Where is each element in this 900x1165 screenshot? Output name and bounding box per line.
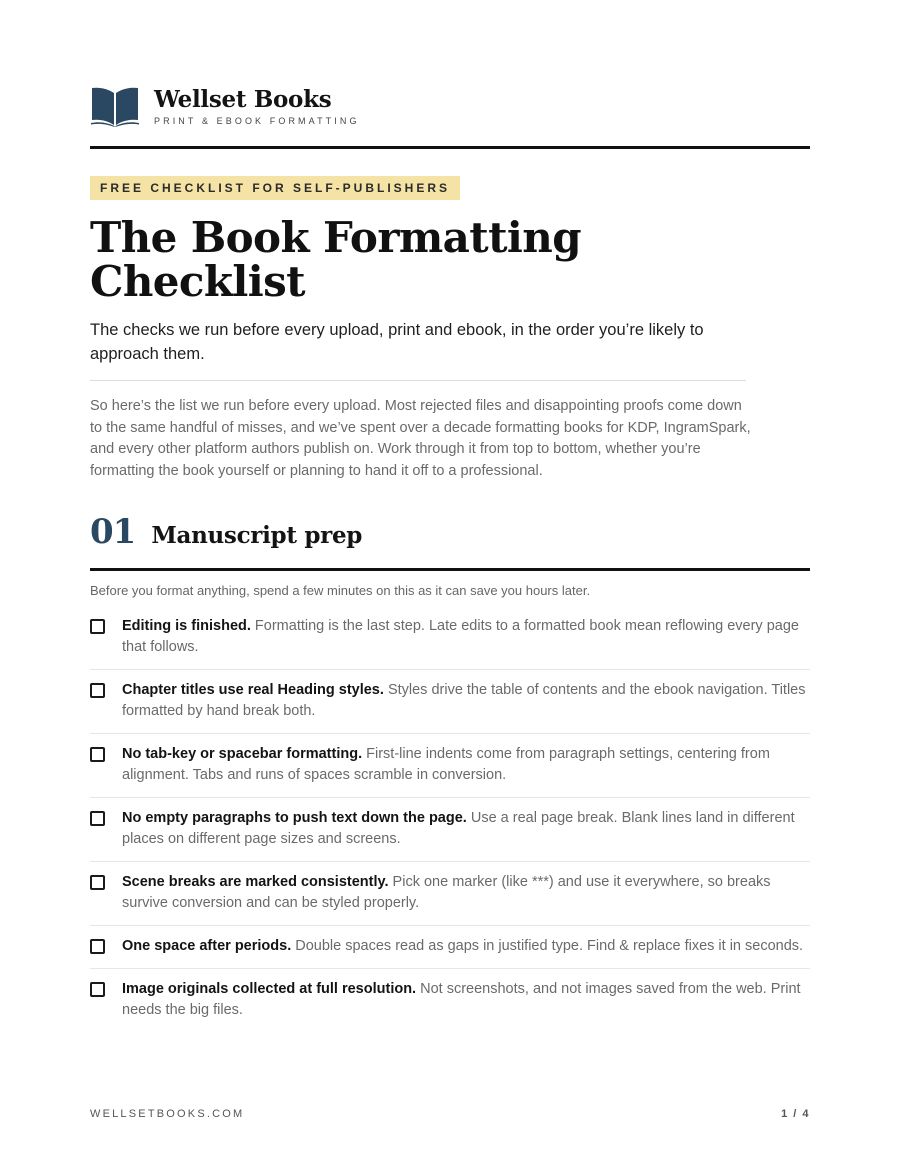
intro-divider <box>90 380 746 381</box>
checklist-item-text: First-line indents come from paragraph settings, centering from alignment. Tabs and runs of spaces scramble in conversion. <box>122 746 770 783</box>
brand-header[interactable] <box>90 84 360 128</box>
checklist-item-lead: Scene breaks are marked consistently. <box>122 874 393 890</box>
brand-name: Wellset Books <box>154 85 332 113</box>
brand-text <box>154 87 360 126</box>
checklist-item <box>90 798 810 862</box>
checklist-item <box>90 969 810 1032</box>
section-note: Before you format anything, spend a few minutes on this as it can save you hours later. <box>90 583 591 598</box>
checkbox[interactable] <box>90 875 105 890</box>
brand-tagline: PRINT & EBOOK FORMATTING <box>154 115 360 126</box>
checklist-item-text: Double spaces read as gaps in justified type. Find & replace fixes it in seconds. <box>295 938 804 954</box>
checklist-item-text: Use a real page break. Blank lines land in different places on different page sizes and screens. <box>122 810 795 847</box>
checklist-item <box>90 734 810 798</box>
intro-paragraph: So here’s the list we run before every upload. Most rejected files and disappointing proofs come down to the same handful of misses, and we’ve spent over a decade formatting books for KDP, IngramSpark, and every other platform authors publish on. Work through it from top to bottom, whether you’re formatting the book yourself or planning to hand it off to a professional. <box>90 398 751 479</box>
checkbox[interactable] <box>90 811 105 826</box>
checklist-item-lead: Editing is finished. <box>122 618 255 634</box>
page-title: The Book Formatting Checklist <box>90 213 581 306</box>
eyebrow-badge: FREE CHECKLIST FOR SELF-PUBLISHERS <box>90 176 460 200</box>
section-title: Manuscript prep <box>151 522 363 549</box>
checklist-item-lead: No tab-key or spacebar formatting. <box>122 746 367 762</box>
header-rule <box>90 146 810 149</box>
open-book-icon <box>90 85 140 127</box>
section-heading <box>90 512 810 562</box>
checklist <box>90 606 810 1032</box>
checklist-item-lead: No empty paragraphs to push text down the page. <box>122 810 471 826</box>
checklist-item-lead: Chapter titles use real Heading styles. <box>122 682 388 698</box>
checklist-item <box>90 670 810 734</box>
checklist-item-text: Formatting is the last step. Late edits to a formatted book mean reflowing every page that follows. <box>122 618 799 655</box>
checklist-item <box>90 862 810 926</box>
section-rule <box>90 568 810 571</box>
checkbox[interactable] <box>90 747 105 762</box>
checklist-page <box>90 0 810 1165</box>
checkbox[interactable] <box>90 683 105 698</box>
checkbox[interactable] <box>90 619 105 634</box>
footer-page-number: 1 / 4 <box>781 1108 810 1120</box>
checklist-item-lead: One space after periods. <box>122 938 296 954</box>
checkbox[interactable] <box>90 939 105 954</box>
section-number: 01 <box>90 512 136 552</box>
checklist-item-lead: Image originals collected at full resolution. <box>122 981 421 997</box>
checklist-item <box>90 926 810 969</box>
page-subtitle: The checks we run before every upload, print and ebook, in the order you’re likely to approach them. <box>90 321 704 363</box>
checklist-item <box>90 606 810 670</box>
checklist-item-text: Pick one marker (like ***) and use it everywhere, so breaks survive conversion and can be styled properly. <box>122 874 771 911</box>
checklist-item-text: Not screenshots, and not images saved from the web. Print needs the big files. <box>122 981 801 1018</box>
checkbox[interactable] <box>90 982 105 997</box>
checklist-item-text: Styles drive the table of contents and the ebook navigation. Titles formatted by hand break both. <box>122 682 806 719</box>
footer-site-link[interactable]: WELLSETBOOKS.COM <box>90 1108 245 1120</box>
